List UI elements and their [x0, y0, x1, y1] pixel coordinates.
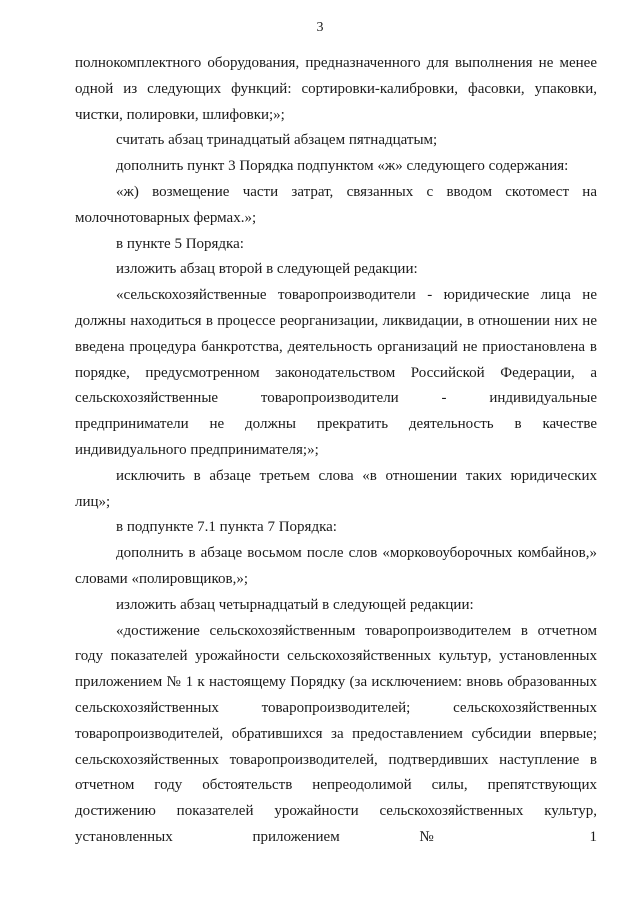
- document-body: [75, 51, 597, 851]
- paragraph-7: «сельскохозяйственные товаропроизводители - юридические лица не должны находиться в процессе реорганизации, ликвидации, в отношении них не введена процедура банкротства, деятельность организаций не приостановлена в порядке, предусмотренном законодательством Российской Федерации, а сельскохозяйственные товаропроизводители - индивидуальные предприниматели не должны прекратить деятельность в качестве индивидуального предпринимателя;»;: [75, 287, 597, 458]
- paragraph-8: исключить в абзаце третьем слова «в отношении таких юридических лиц»;: [75, 467, 597, 510]
- paragraph-11: изложить абзац четырнадцатый в следующей редакции:: [116, 596, 474, 613]
- paragraph-3: дополнить пункт 3 Порядка подпунктом «ж» следующего содержания:: [116, 158, 569, 175]
- paragraph-4: «ж) возмещение части затрат, связанных с вводом скотомест на молочнотоварных фермах.»;: [75, 183, 597, 226]
- page-number: 3: [316, 20, 324, 35]
- paragraph-12: «достижение сельскохозяйственным товаропроизводителем в отчетном году показателей урожайности сельскохозяйственных культур, установленных приложением № 1 к настоящему Порядку (за исключением: вновь образованных сельскохозяйственных товаропроизводителей; сельскохозяйственных товаропроизводителей, обратившихся за предоставлением субсидии впервые; сельскохозяйственных товаропроизводителей, подтвердивших наступление в отчетном году обстоятельств непреодолимой силы, препятствующих достижению показателей урожайности сельскохозяйственных культур, установленных приложением № 1: [75, 622, 597, 845]
- paragraph-9: в подпункте 7.1 пункта 7 Порядка:: [116, 519, 337, 536]
- paragraph-10: дополнить в абзаце восьмом после слов «морковоуборочных комбайнов,» словами «полировщиков,»;: [75, 545, 597, 587]
- paragraph-2: считать абзац тринадцатый абзацем пятнадцатым;: [116, 132, 438, 149]
- paragraph-5: в пункте 5 Порядка:: [116, 235, 244, 252]
- paragraph-6: изложить абзац второй в следующей редакции:: [116, 261, 418, 278]
- paragraph-1: полнокомплектного оборудования, предназначенного для выполнения не менее одной из следующих функций: сортировки-калибровки, фасовки, упаковки, чистки, полировки, шлифовки;»;: [75, 55, 597, 123]
